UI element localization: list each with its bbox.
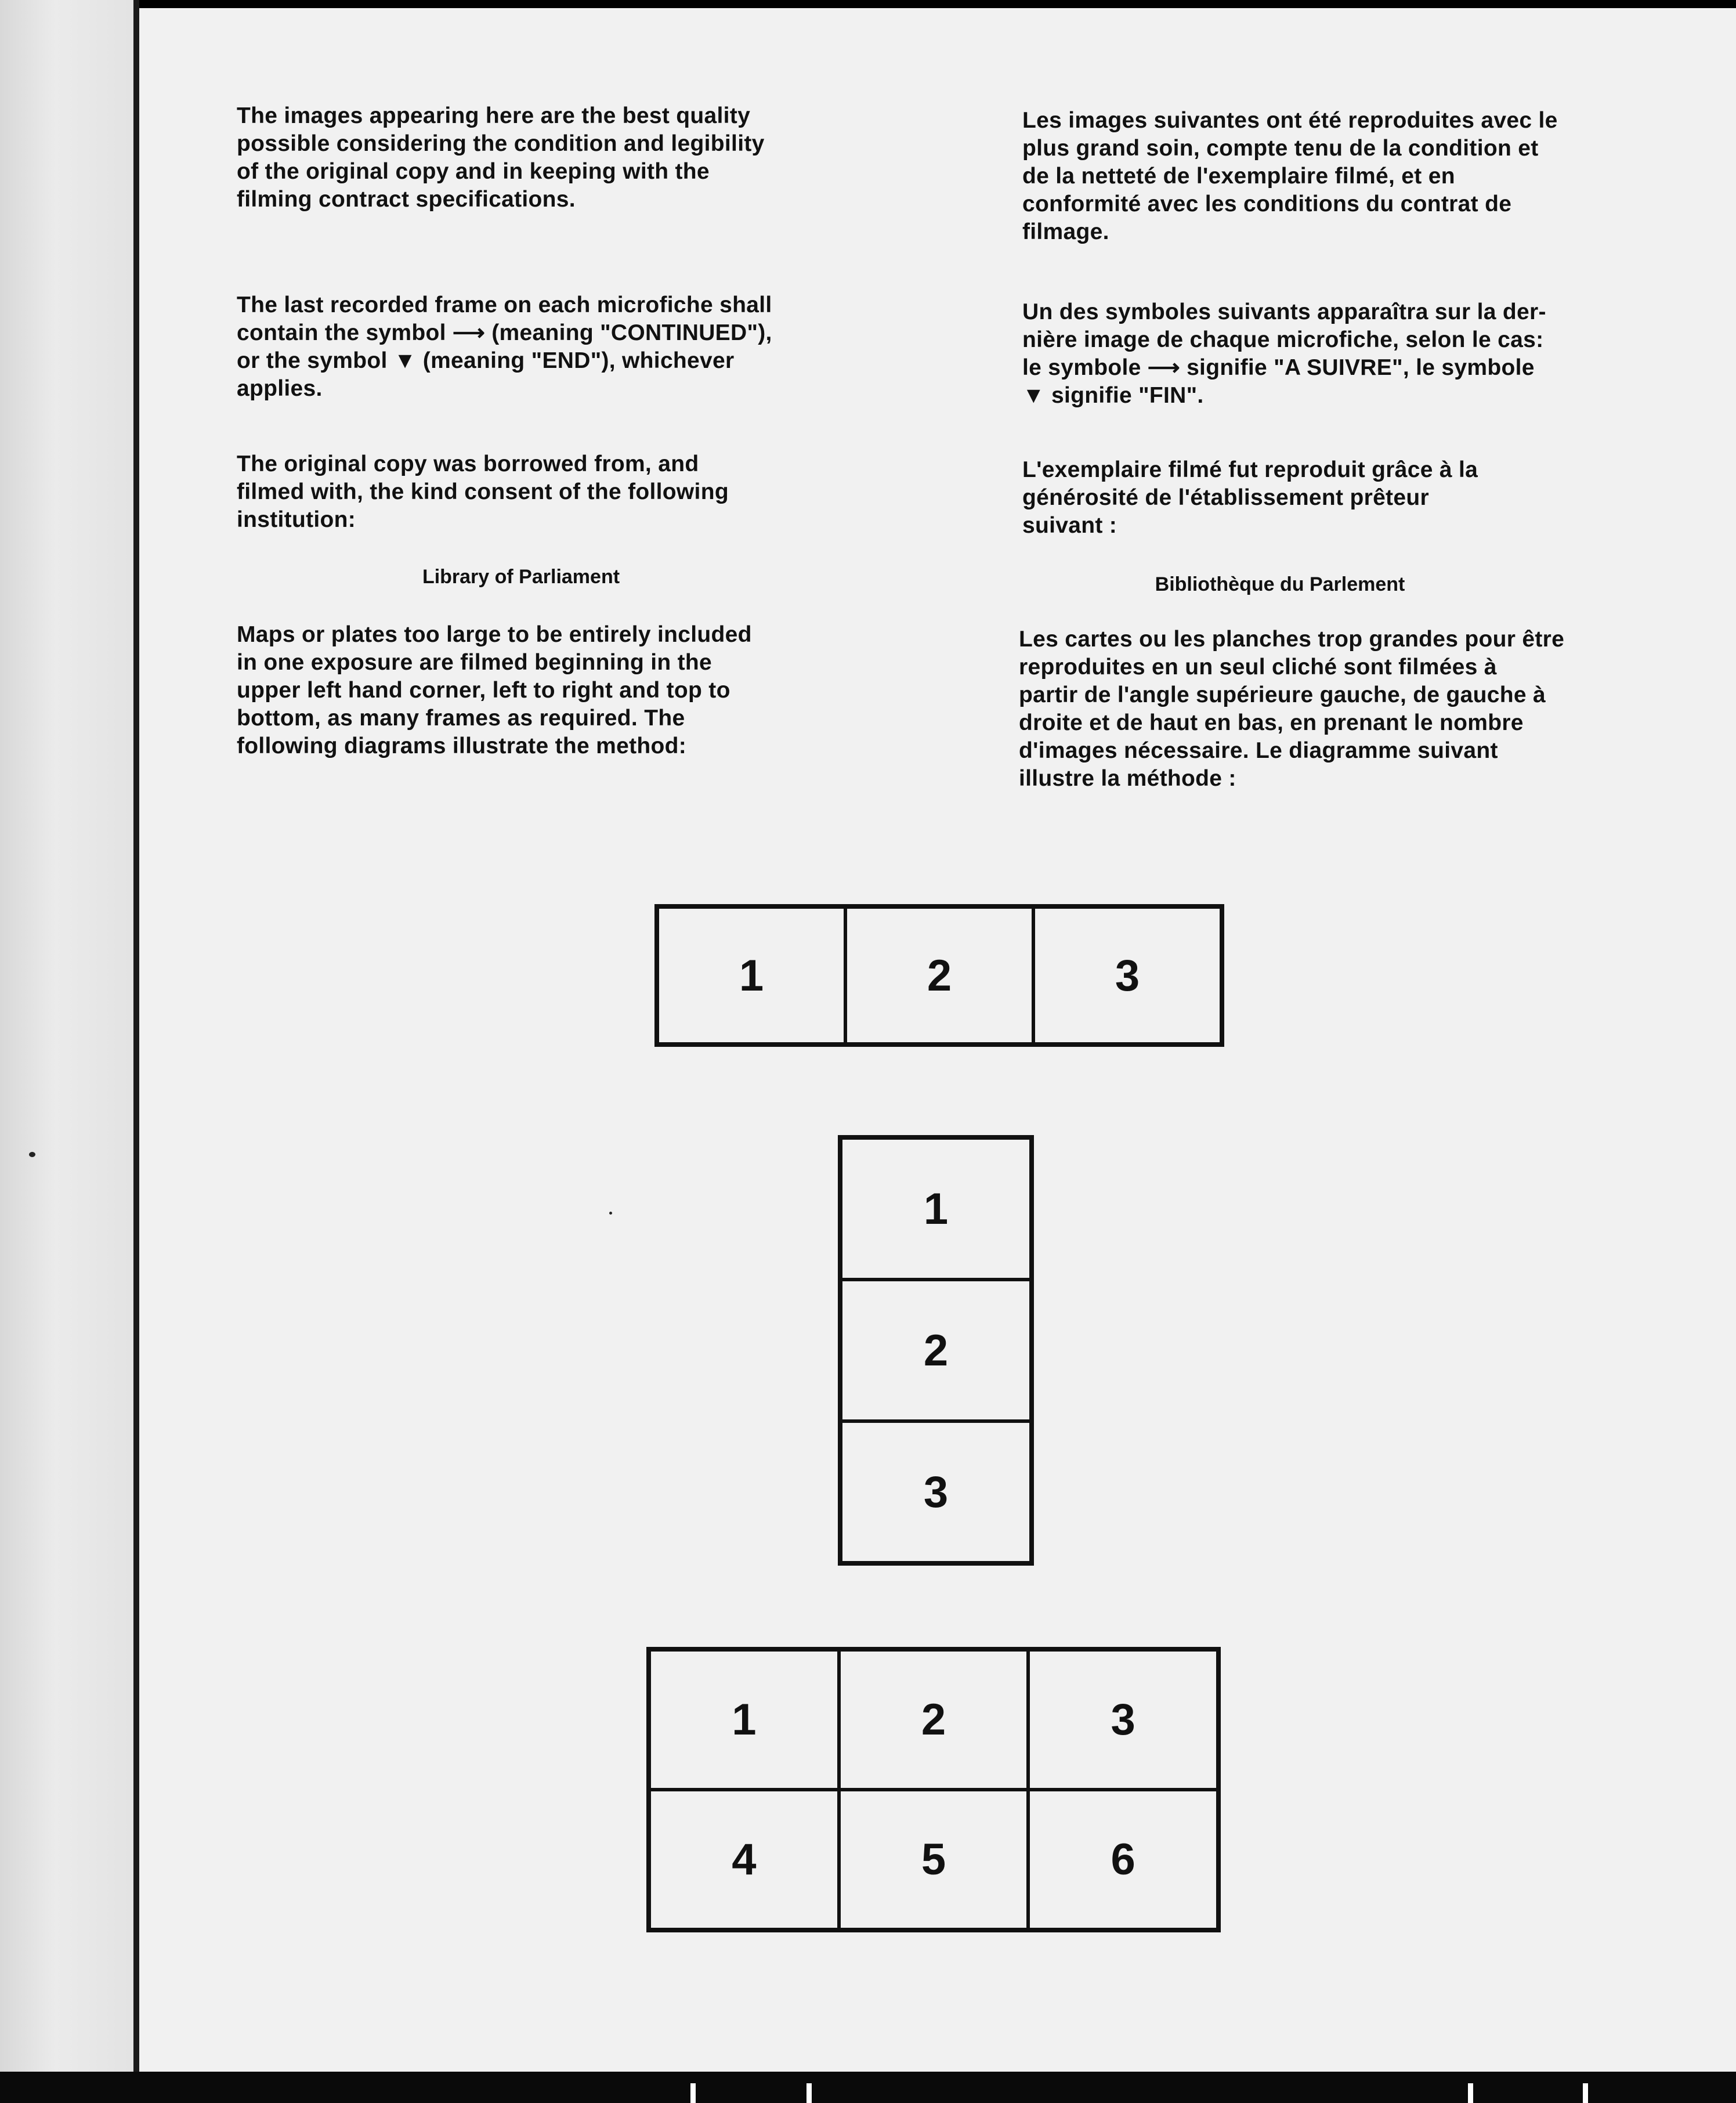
frame-cell: 2 xyxy=(841,1280,1031,1421)
english-institution-name: Library of Parliament xyxy=(422,566,620,588)
english-paragraph-institution: The original copy was borrowed from, and filmed with, the kind consent of the following institution: xyxy=(237,451,729,532)
film-marker xyxy=(690,2083,696,2103)
film-marker xyxy=(1583,2083,1588,2103)
frame-cell: 6 xyxy=(1028,1790,1218,1929)
french-paragraph-maps: Les cartes ou les planches trop grandes pour être reproduites en un seul cliché sont filmées à partir de l'angle supérieure gauche, de gauche à droite et de haut en bas, en prenant le nombre d'images nécessaire. Le diagramme suivant illustre la méthode : xyxy=(1019,627,1565,791)
film-bottom-edge xyxy=(0,2072,1736,2103)
page-edge-strip xyxy=(0,0,139,2103)
english-paragraph-maps: Maps or plates too large to be entirely included in one exposure are filmed beginning in the upper left hand corner, left to right and top to bottom, as many frames as required. The following diagrams illustrate the method: xyxy=(237,622,752,758)
frame-cell: 4 xyxy=(649,1790,839,1929)
frame-cell: 3 xyxy=(1028,1650,1218,1790)
speck xyxy=(609,1212,612,1215)
frame-cell: 1 xyxy=(649,1650,839,1790)
frame-cell: 3 xyxy=(1033,907,1221,1044)
film-marker xyxy=(806,2083,812,2103)
frame-cell: 2 xyxy=(839,1650,1029,1790)
french-institution-name: Bibliothèque du Parlement xyxy=(1155,573,1405,595)
english-paragraph-quality: The images appearing here are the best quality possible considering the condition and legibility of the original copy and in keeping with the filming contract specifications. xyxy=(237,103,765,212)
french-paragraph-symbols: Un des symboles suivants apparaîtra sur la der- nière image de chaque microfiche, selon le cas: le symbole ⟶ signifie "A SUIVRE", le symbole ▼ signifie "FIN". xyxy=(1022,299,1546,408)
frame-cell: 3 xyxy=(841,1421,1031,1563)
french-paragraph-institution: L'exemplaire filmé fut reproduit grâce à la générosité de l'établissement prêteur suivant : xyxy=(1022,457,1478,538)
english-paragraph-symbols: The last recorded frame on each microfiche shall contain the symbol ⟶ (meaning "CONTINUED"), or the symbol ▼ (meaning "END"), whichever applies. xyxy=(237,292,772,401)
frame-cell: 1 xyxy=(657,907,845,1044)
speck xyxy=(29,1152,35,1157)
diagram-grid xyxy=(646,1647,1221,1932)
frame-cell: 5 xyxy=(839,1790,1029,1929)
diagram-column xyxy=(838,1135,1034,1566)
film-marker xyxy=(1468,2083,1473,2103)
frame-cell: 1 xyxy=(841,1138,1031,1280)
diagram-row xyxy=(654,904,1224,1047)
frame-cell: 2 xyxy=(845,907,1033,1044)
french-paragraph-quality: Les images suivantes ont été reproduites avec le plus grand soin, compte tenu de la condition et de la netteté de l'exemplaire filmé, et en conformité avec les conditions du contrat de filmage. xyxy=(1022,108,1558,244)
